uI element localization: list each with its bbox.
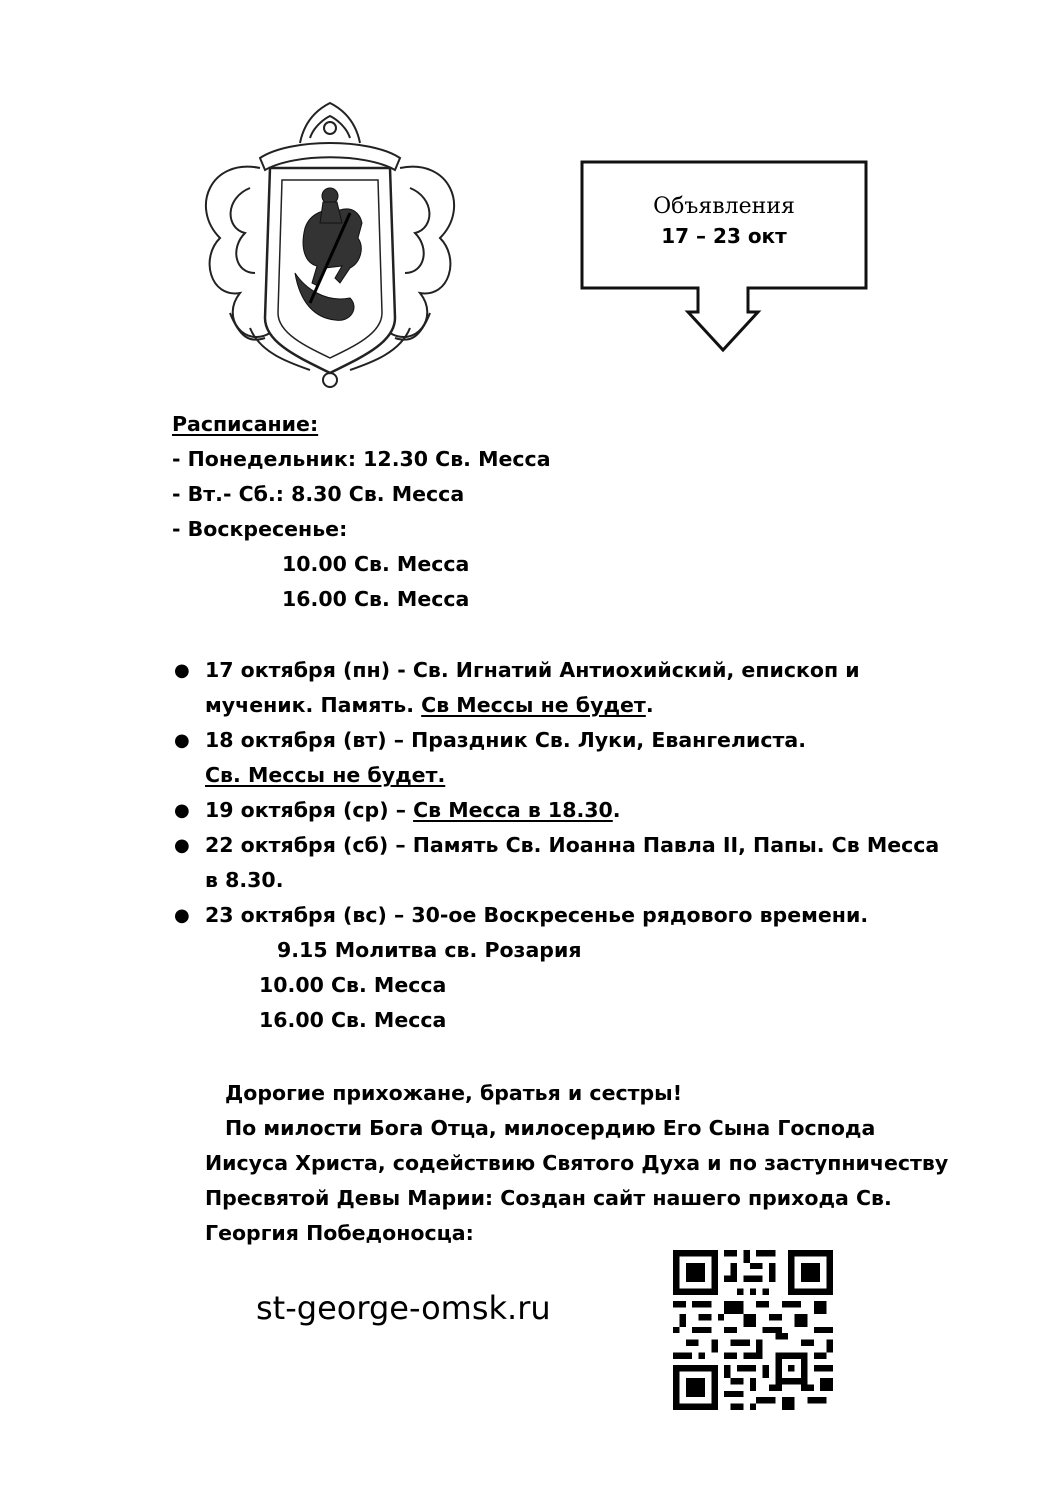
website-link[interactable]: st-george-omsk.ru <box>256 1289 551 1327</box>
list-item <box>172 653 939 723</box>
bullet-icon: ● <box>174 835 190 856</box>
letter-greeting: Дорогие прихожане, братья и сестры! <box>225 1081 683 1105</box>
letter-line: Георгия Победоносца: <box>205 1221 474 1245</box>
schedule-line: - Воскресенье: <box>172 517 348 541</box>
sunday-sub-line: 9.15 Молитва св. Розария <box>277 938 582 962</box>
announcement-line: 23 октября (вс) – 30-ое Воскресенье рядового времени. <box>205 903 869 927</box>
list-item <box>172 723 939 793</box>
schedule-line: - Понедельник: 12.30 Св. Месса <box>172 447 551 471</box>
list-item <box>172 898 939 1038</box>
parish-emblem-icon <box>190 98 470 398</box>
sunday-sub-line: 16.00 Св. Месса <box>259 1008 447 1032</box>
announcement-line: в 8.30. <box>205 868 284 892</box>
bullet-icon: ● <box>174 730 190 751</box>
bullet-icon: ● <box>174 660 190 681</box>
announcement-line: 22 октября (сб) – Память Св. Иоанна Павла II, Папы. Св Месса <box>205 833 940 857</box>
schedule-section <box>172 407 551 617</box>
announcement-line: 18 октября (вт) – Праздник Св. Луки, Евангелиста. <box>205 728 806 752</box>
letter-line: По милости Бога Отца, милосердию Его Сына Господа <box>225 1116 876 1140</box>
no-mass-note: Св Мессы не будет <box>421 693 646 717</box>
page-title: Объявления <box>653 194 795 219</box>
qr-code-icon <box>673 1250 833 1410</box>
letter-line: Иисуса Христа, содействию Святого Духа и по заступничеству <box>205 1151 949 1175</box>
bullet-icon: ● <box>174 800 190 821</box>
sunday-sub-line: 10.00 Св. Месса <box>259 973 447 997</box>
list-item <box>172 793 939 828</box>
bullet-icon: ● <box>174 905 190 926</box>
sunday-time: 10.00 Св. Месса <box>282 552 470 576</box>
sunday-time: 16.00 Св. Месса <box>282 587 470 611</box>
announcement-line <box>205 758 939 793</box>
schedule-line: - Вт.- Сб.: 8.30 Св. Месса <box>172 482 465 506</box>
page-dates: 17 – 23 окт <box>661 224 787 248</box>
announcements-list <box>172 653 939 1038</box>
letter-line: Пресвятой Девы Марии: Создан сайт нашего прихода Св. <box>205 1186 892 1210</box>
announcement-line: 19 октября (ср) – Св Месса в 18.30. <box>205 798 621 822</box>
callout-text <box>580 192 868 250</box>
mass-time-note: Св Месса в 18.30 <box>413 798 613 822</box>
schedule-heading: Расписание: <box>172 412 319 436</box>
list-item <box>172 828 939 898</box>
announcement-line: мученик. Память. Св Мессы не будет. <box>205 693 654 717</box>
letter-section <box>205 1076 948 1251</box>
title-callout-box <box>580 160 870 355</box>
no-mass-note: Св. Мессы не будет. <box>205 763 446 787</box>
announcement-line: 17 октября (пн) - Св. Игнатий Антиохийский, епископ и <box>205 658 860 682</box>
